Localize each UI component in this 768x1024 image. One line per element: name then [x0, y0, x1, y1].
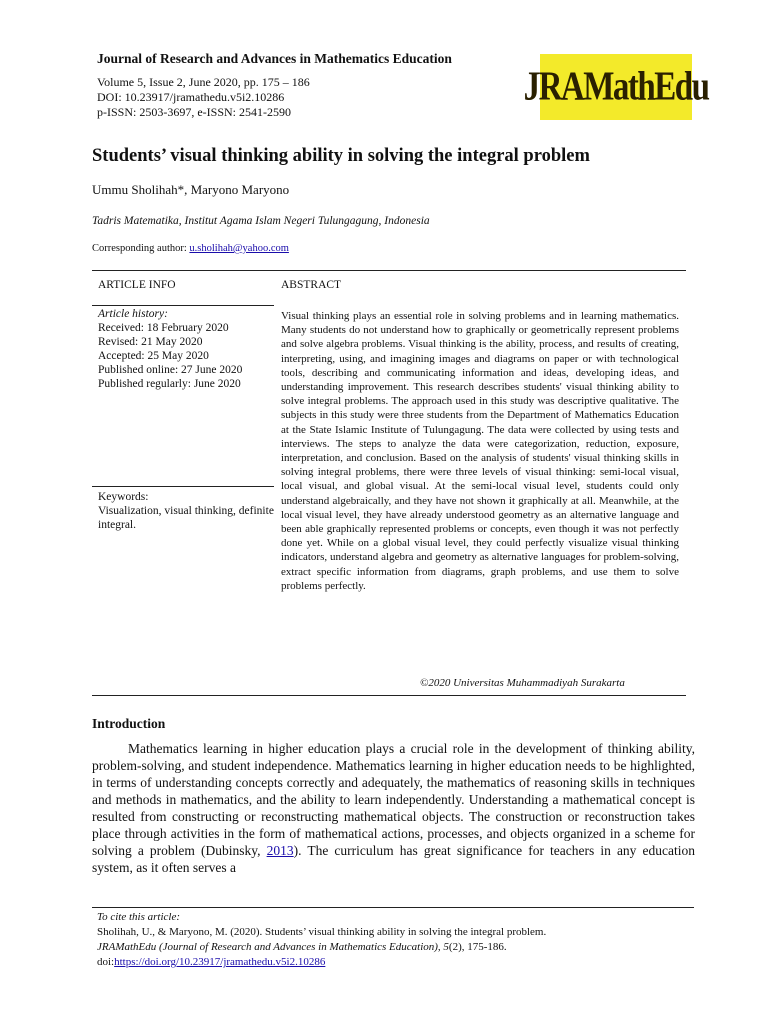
info-rule-1: [92, 305, 274, 306]
top-rule: [92, 270, 686, 271]
received-date: Received: 18 February 2020: [98, 322, 229, 334]
citation-line1: Sholihah, U., & Maryono, M. (2020). Students’ visual thinking ability in solving the integral problem.: [97, 926, 547, 938]
article-history: [98, 307, 274, 391]
abstract-heading: ABSTRACT: [281, 279, 342, 291]
bottom-rule: [92, 695, 686, 696]
citation-label: To cite this article:: [97, 911, 181, 923]
corresponding-author: [92, 243, 289, 254]
citation-doi-label: doi:: [97, 956, 115, 968]
article-affiliation: Tadris Matematika, Institut Agama Islam Negeri Tulungagung, Indonesia: [92, 215, 430, 227]
copyright-notice: ©2020 Universitas Muhammadiyah Surakarta: [420, 677, 625, 689]
corresponding-email-link[interactable]: u.sholihah@yahoo.com: [189, 243, 289, 254]
intro-text-1: Mathematics learning in higher education plays a crucial role in the development of thinking ability, problem-solving, and student independence. Mathematics learning in higher education needs to be highlighted, in terms of understanding concepts correctly and adequately, the mathematics of reasoning skills in techniques and methods in mathematics, and the ability to learn independently. Understanding a mathematical concept is resulted from constructing or reconstructing mathematical objects. The construction or reconstruction takes place through activities in the form of mathematical actions, processes, and objects organized in a scheme for solving a problem (Dubinsky,: [92, 741, 695, 858]
history-label: Article history:: [98, 308, 168, 320]
introduction-heading: Introduction: [92, 716, 166, 731]
journal-meta: [97, 75, 310, 120]
citation-rule: [92, 907, 694, 908]
published-online-date: Published online: 27 June 2020: [98, 364, 243, 376]
journal-title: Journal of Research and Advances in Mathematics Education: [97, 51, 452, 66]
keywords-block: [98, 490, 274, 532]
intro-text-2: ). The curriculum has great significance for teachers in any education system, as it often serves a: [92, 843, 696, 875]
accepted-date: Accepted: 25 May 2020: [98, 350, 209, 362]
citation-journal: JRAMathEdu (Journal of Research and Advances in Mathematics Education), 5: [97, 941, 449, 953]
keywords-label: Keywords:: [98, 491, 149, 503]
published-regularly-date: Published regularly: June 2020: [98, 378, 241, 390]
keywords-list: Visualization, visual thinking, definite integral.: [98, 505, 274, 531]
dubinsky-citation-link[interactable]: 2013: [266, 843, 294, 858]
abstract-text: Visual thinking plays an essential role in solving problems and in learning mathematics. Many students do not understand how to graphically or geometrically represent problems and solve algebra problems. Visual thinking is the ability, process, and results of creating, interpreting, using, and imagining images and diagrams on paper or with technological tools, describing and communicating information and ideas, developing ideas, and understanding improvement. This research describes students' visual thinking ability to solve integral problems. The approach used in this study was descriptive qualitative. The subjects in this study were three students from the Department of Mathematics Education at the State Islamic Institute of Tulungagung. The data were collected by using tests and interviews. The steps to analyze the data were categorization, reduction, exposure, interpretation, and conclusion. Based on the analysis of students' visual thinking skills in solving integral problems, there were three levels of visual thinking: semi-local visual, local visual, and global visual. At the semi-local visual level, students could only understand algebraically, and they have not shown it graphically at all. Meanwhile, at the local visual level, they have already understood geometry as an alternative language and been able graphically represented problems or concepts, even though it was not perfectly done yet. While on a global visual level, they could perfectly visualize visual thinking indicators, understand algebra and geometry as alternative languages for problem-solving, extract specific information from diagrams, graph problems, and use them to solve problems perfectly.: [281, 310, 679, 592]
article-authors: Ummu Sholihah*, Maryono Maryono: [92, 182, 290, 197]
revised-date: Revised: 21 May 2020: [98, 336, 203, 348]
info-rule-2: [92, 486, 274, 487]
journal-logo-text: JRAMathEdu: [523, 63, 709, 109]
citation-doi-link[interactable]: https://doi.org/10.23917/jramathedu.v5i2.10286: [114, 956, 326, 968]
issn-line: p-ISSN: 2503-3697, e-ISSN: 2541-2590: [97, 105, 291, 119]
article-info-heading: ARTICLE INFO: [98, 279, 176, 291]
citation-line2: [97, 940, 687, 955]
doi-line: DOI: 10.23917/jramathedu.v5i2.10286: [97, 90, 285, 104]
introduction-paragraph: [92, 740, 695, 876]
citation-doi: [97, 955, 687, 970]
corresponding-label: Corresponding author:: [92, 243, 187, 254]
citation-box: [97, 910, 687, 970]
article-title: Students’ visual thinking ability in solving the integral problem: [92, 146, 590, 166]
citation-issue-pages: (2), 175-186.: [448, 941, 507, 953]
journal-logo: [523, 54, 709, 120]
volume-line: Volume 5, Issue 2, June 2020, pp. 175 – 186: [97, 75, 310, 89]
